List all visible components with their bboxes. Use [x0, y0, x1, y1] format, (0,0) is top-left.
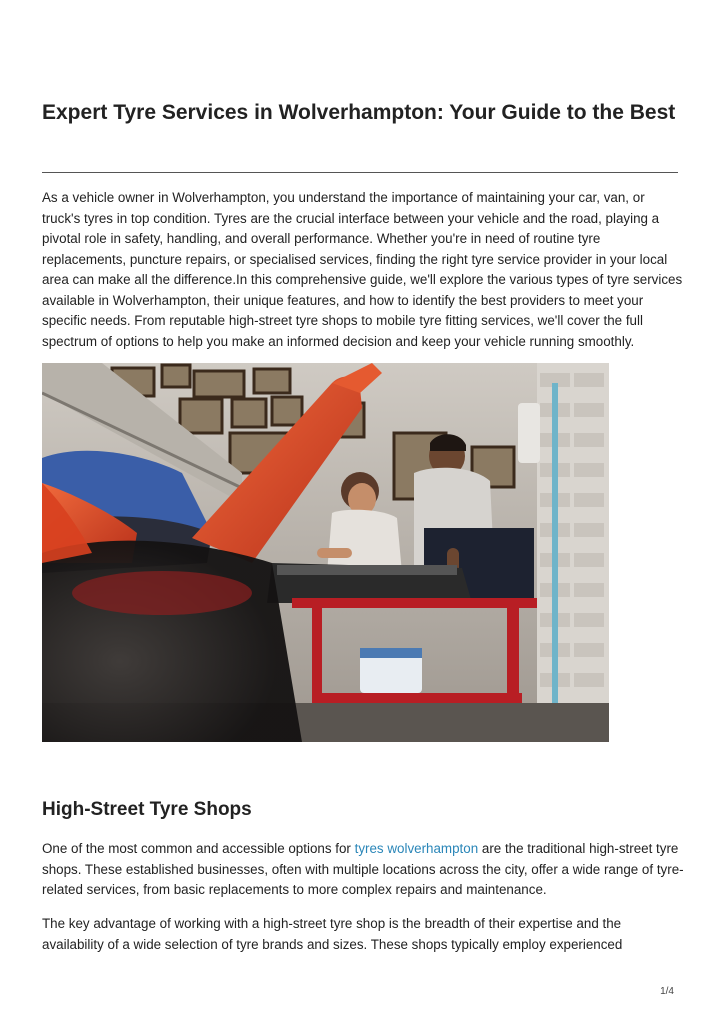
article-title: Expert Tyre Services in Wolverhampton: Your Guide to the Best	[42, 101, 676, 124]
hero-photo-mechanics	[42, 363, 609, 742]
intro-paragraph: As a vehicle owner in Wolverhampton, you understand the importance of maintaining your car, van, or truck's tyres in top condition. Tyres are the crucial interface between your vehicle and the road, playing a pivotal role in safety, handling, and overall performance. Whether you're in need of routine tyre replacements, puncture repairs, or specialised services, finding the right tyre service provider in your local area can make all the difference.In this comprehensive guide, we'll explore the various types of tyre services available in Wolverhampton, their unique features, and how to identify the best providers to meet your specific needs. From reputable high-street tyre shops to mobile tyre fitting services, we'll cover the full spectrum of options to help you make an informed decision and keep your vehicle running smoothly.	[42, 190, 683, 349]
section-heading-high-street: High-Street Tyre Shops	[42, 799, 252, 820]
p1-text-before: One of the most common and accessible options for	[42, 841, 355, 856]
p1-text-after: are the traditional high-street tyre shops. These established businesses, often with multiple locations across the city, offer a wide range of tyre-related services, from basic replacements to more complex repairs and maintenance.	[42, 841, 684, 897]
tyres-wolverhampton-link[interactable]: tyres wolverhampton	[354, 841, 479, 856]
section1-paragraph2: The key advantage of working with a high-street tyre shop is the breadth of their expertise and the availability of a wide selection of tyre brands and sizes. These shops typically employ experienced	[42, 916, 623, 952]
page-number: 1/4	[660, 986, 674, 997]
title-divider	[42, 172, 678, 173]
section1-paragraph1	[42, 839, 684, 901]
